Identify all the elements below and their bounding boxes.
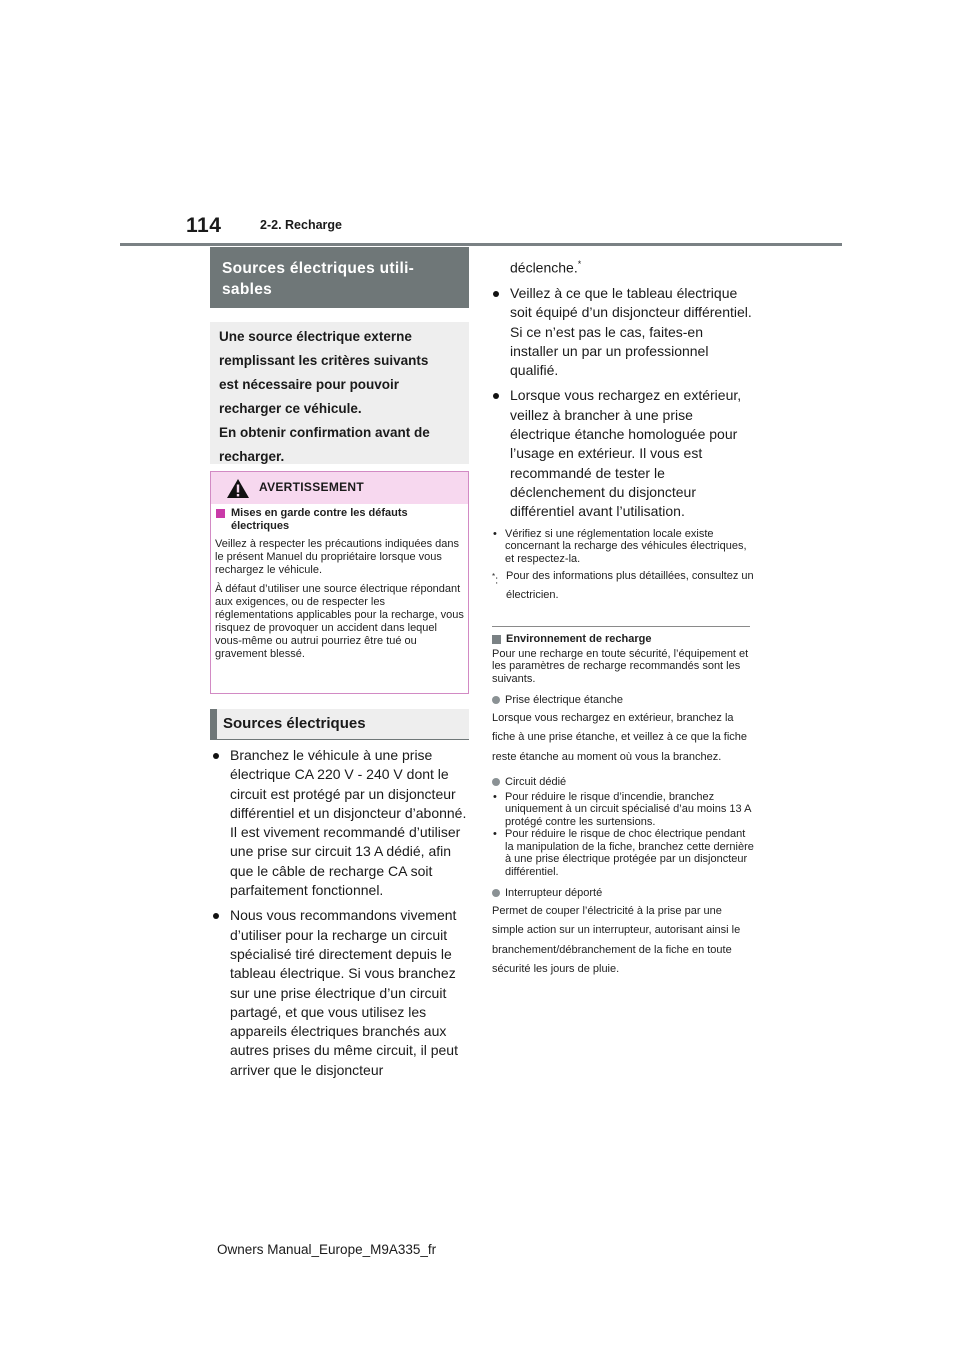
chapter-title-line: sables — [222, 281, 273, 298]
sources-heading: Sources électriques — [210, 709, 469, 739]
intro-line: En obtenir confirmation avant de — [219, 425, 430, 440]
gray-square-icon — [492, 635, 501, 644]
list-item — [212, 746, 468, 900]
warning-body — [211, 504, 468, 661]
warning-subheading-text: Mises en garde contre les défauts électriques — [231, 507, 408, 532]
sub-bullet-text: Pour réduire le risque de choc électrique pendant la manipulation de la fiche, branchez cette dernière à une prise électrique protégée par un disjoncteur différentiel. — [505, 828, 754, 878]
environment-item-title: Prise électrique étanche — [492, 694, 754, 707]
intro-line: est nécessaire pour pouvoir — [219, 377, 400, 392]
environment-rule — [492, 626, 750, 627]
intro-line: recharger. — [219, 449, 285, 464]
environment-item-title: Interrupteur déporté — [492, 887, 754, 900]
footnote-ref: * — [577, 259, 582, 269]
gray-dot-icon — [492, 696, 500, 704]
bullet-continuation — [492, 255, 754, 278]
sub-bullet — [492, 791, 754, 829]
intro-line: recharger ce véhicule. — [219, 401, 362, 416]
bullet-text: déclenche. — [510, 259, 578, 276]
footnote — [492, 571, 754, 605]
environment-heading: Environnement de recharge — [492, 633, 754, 646]
footnote-mark: *: — [492, 572, 499, 587]
sub-bullet — [492, 528, 754, 566]
warning-subheading — [215, 507, 464, 533]
environment-item-text: Lorsque vous rechargez en extérieur, branchez la fiche à une prise étanche, et veillez à ce que la fiche reste étanche au moment où vous la branchez. — [492, 711, 747, 763]
warning-paragraph: À défaut d’utiliser une source électrique répondant aux exigences, ou de respecter les réglementations applicables pour la recharge, vous risquez de provoquer un accident dans lequel vous-même ou autrui pourriez être tué ou gravement blessé. — [215, 583, 464, 660]
bullet-text: Branchez le véhicule à une prise électrique CA 220 V - 240 V dont le circuit est protégé par un disjoncteur différentiel et un disjoncteur d’abonné. Il est vivement recommandé d’utiliser une prise sur circuit 13 A dédié, afin que le câble de recharge CA soit parfaitement fonctionnel. — [230, 747, 467, 899]
sub-bullet-mark: • — [493, 790, 497, 803]
bullet-dot-icon — [493, 393, 499, 399]
list-item — [492, 386, 754, 521]
bullet-text: Veillez à ce que le tableau électrique soit équipé d’un disjoncteur différentiel. Si ce n’est pas le cas, faites-en installer un par un professionnel qualifié. — [510, 284, 752, 379]
footnote-text: Pour des informations plus détaillées, consultez un électricien. — [506, 570, 754, 602]
sub-bullet-mark: • — [493, 527, 497, 540]
bullet-text: Lorsque vous rechargez en extérieur, veillez à brancher à une prise électrique étanche homologuée pour l’usage en extérieur. Il vous est recommandé de tester le déclenchement du disjoncteur différentiel avant l’utilisation. — [510, 387, 742, 520]
sub-bullet-text: Vérifiez si une réglementation locale existe concernant la recharge des véhicules électriques, et respectez-la. — [505, 527, 747, 565]
sources-bullets-left — [212, 746, 468, 1086]
environment-item-text: Permet de couper l’électricité à la prise par une simple action sur un interrupteur, autorisant ainsi le branchement/débranchement de la fiche en toute sécurité les jours de pluie. — [492, 904, 741, 975]
warning-box — [210, 471, 469, 694]
bullet-text: Nous vous recommandons vivement d’utiliser pour la recharge un circuit spécialisé tiré directement depuis le tableau électrique. Si vous branchez sur une prise électrique d’un circuit partagé, et que vous utilisez les appareils électriques branchés aux autres prises du même circuit, il peut arriver que le disjoncteur — [230, 907, 458, 1078]
bullet-dot-icon — [213, 913, 219, 919]
footer-text: Owners Manual_Europe_M9A335_fr — [217, 1242, 437, 1257]
environment-item-title: Circuit dédié — [492, 776, 754, 789]
list-item — [492, 284, 754, 380]
chapter-title-box — [210, 247, 469, 308]
pink-square-icon — [216, 509, 225, 518]
gray-dot-icon — [492, 778, 500, 786]
sub-bullet — [492, 828, 754, 878]
gray-dot-icon — [492, 889, 500, 897]
sources-heading-rule — [210, 739, 469, 740]
section-title: 2-2. Recharge — [260, 218, 342, 232]
environment-section — [492, 633, 754, 980]
warning-header — [211, 472, 468, 504]
bullet-dot-icon — [213, 753, 219, 759]
warning-triangle-icon — [226, 478, 250, 502]
warning-label: AVERTISSEMENT — [259, 480, 365, 494]
header-rule — [120, 243, 842, 246]
sources-bullets-right — [492, 255, 754, 605]
sub-bullet-mark: • — [493, 828, 497, 840]
intro-line: remplissant les critères suivants — [219, 353, 429, 368]
intro-box — [210, 322, 469, 464]
warning-paragraph: Veillez à respecter les précautions indiquées dans le présent Manuel du propriétaire lorsque vous rechargez le véhicule. — [215, 538, 459, 576]
chapter-title-line: Sources électriques utili- — [222, 260, 415, 277]
sub-bullet-text: Pour réduire le risque d’incendie, branchez uniquement à un circuit spécialisé d’au moins 13 A protégé contre les surtensions. — [505, 790, 751, 828]
page-number: 114 — [186, 214, 222, 237]
intro-line: Une source électrique externe — [219, 329, 412, 344]
bullet-dot-icon — [493, 291, 499, 297]
list-item — [212, 906, 468, 1080]
environment-intro: Pour une recharge en toute sécurité, l’équipement et les paramètres de recharge recommandés sont les suivants. — [492, 647, 749, 685]
